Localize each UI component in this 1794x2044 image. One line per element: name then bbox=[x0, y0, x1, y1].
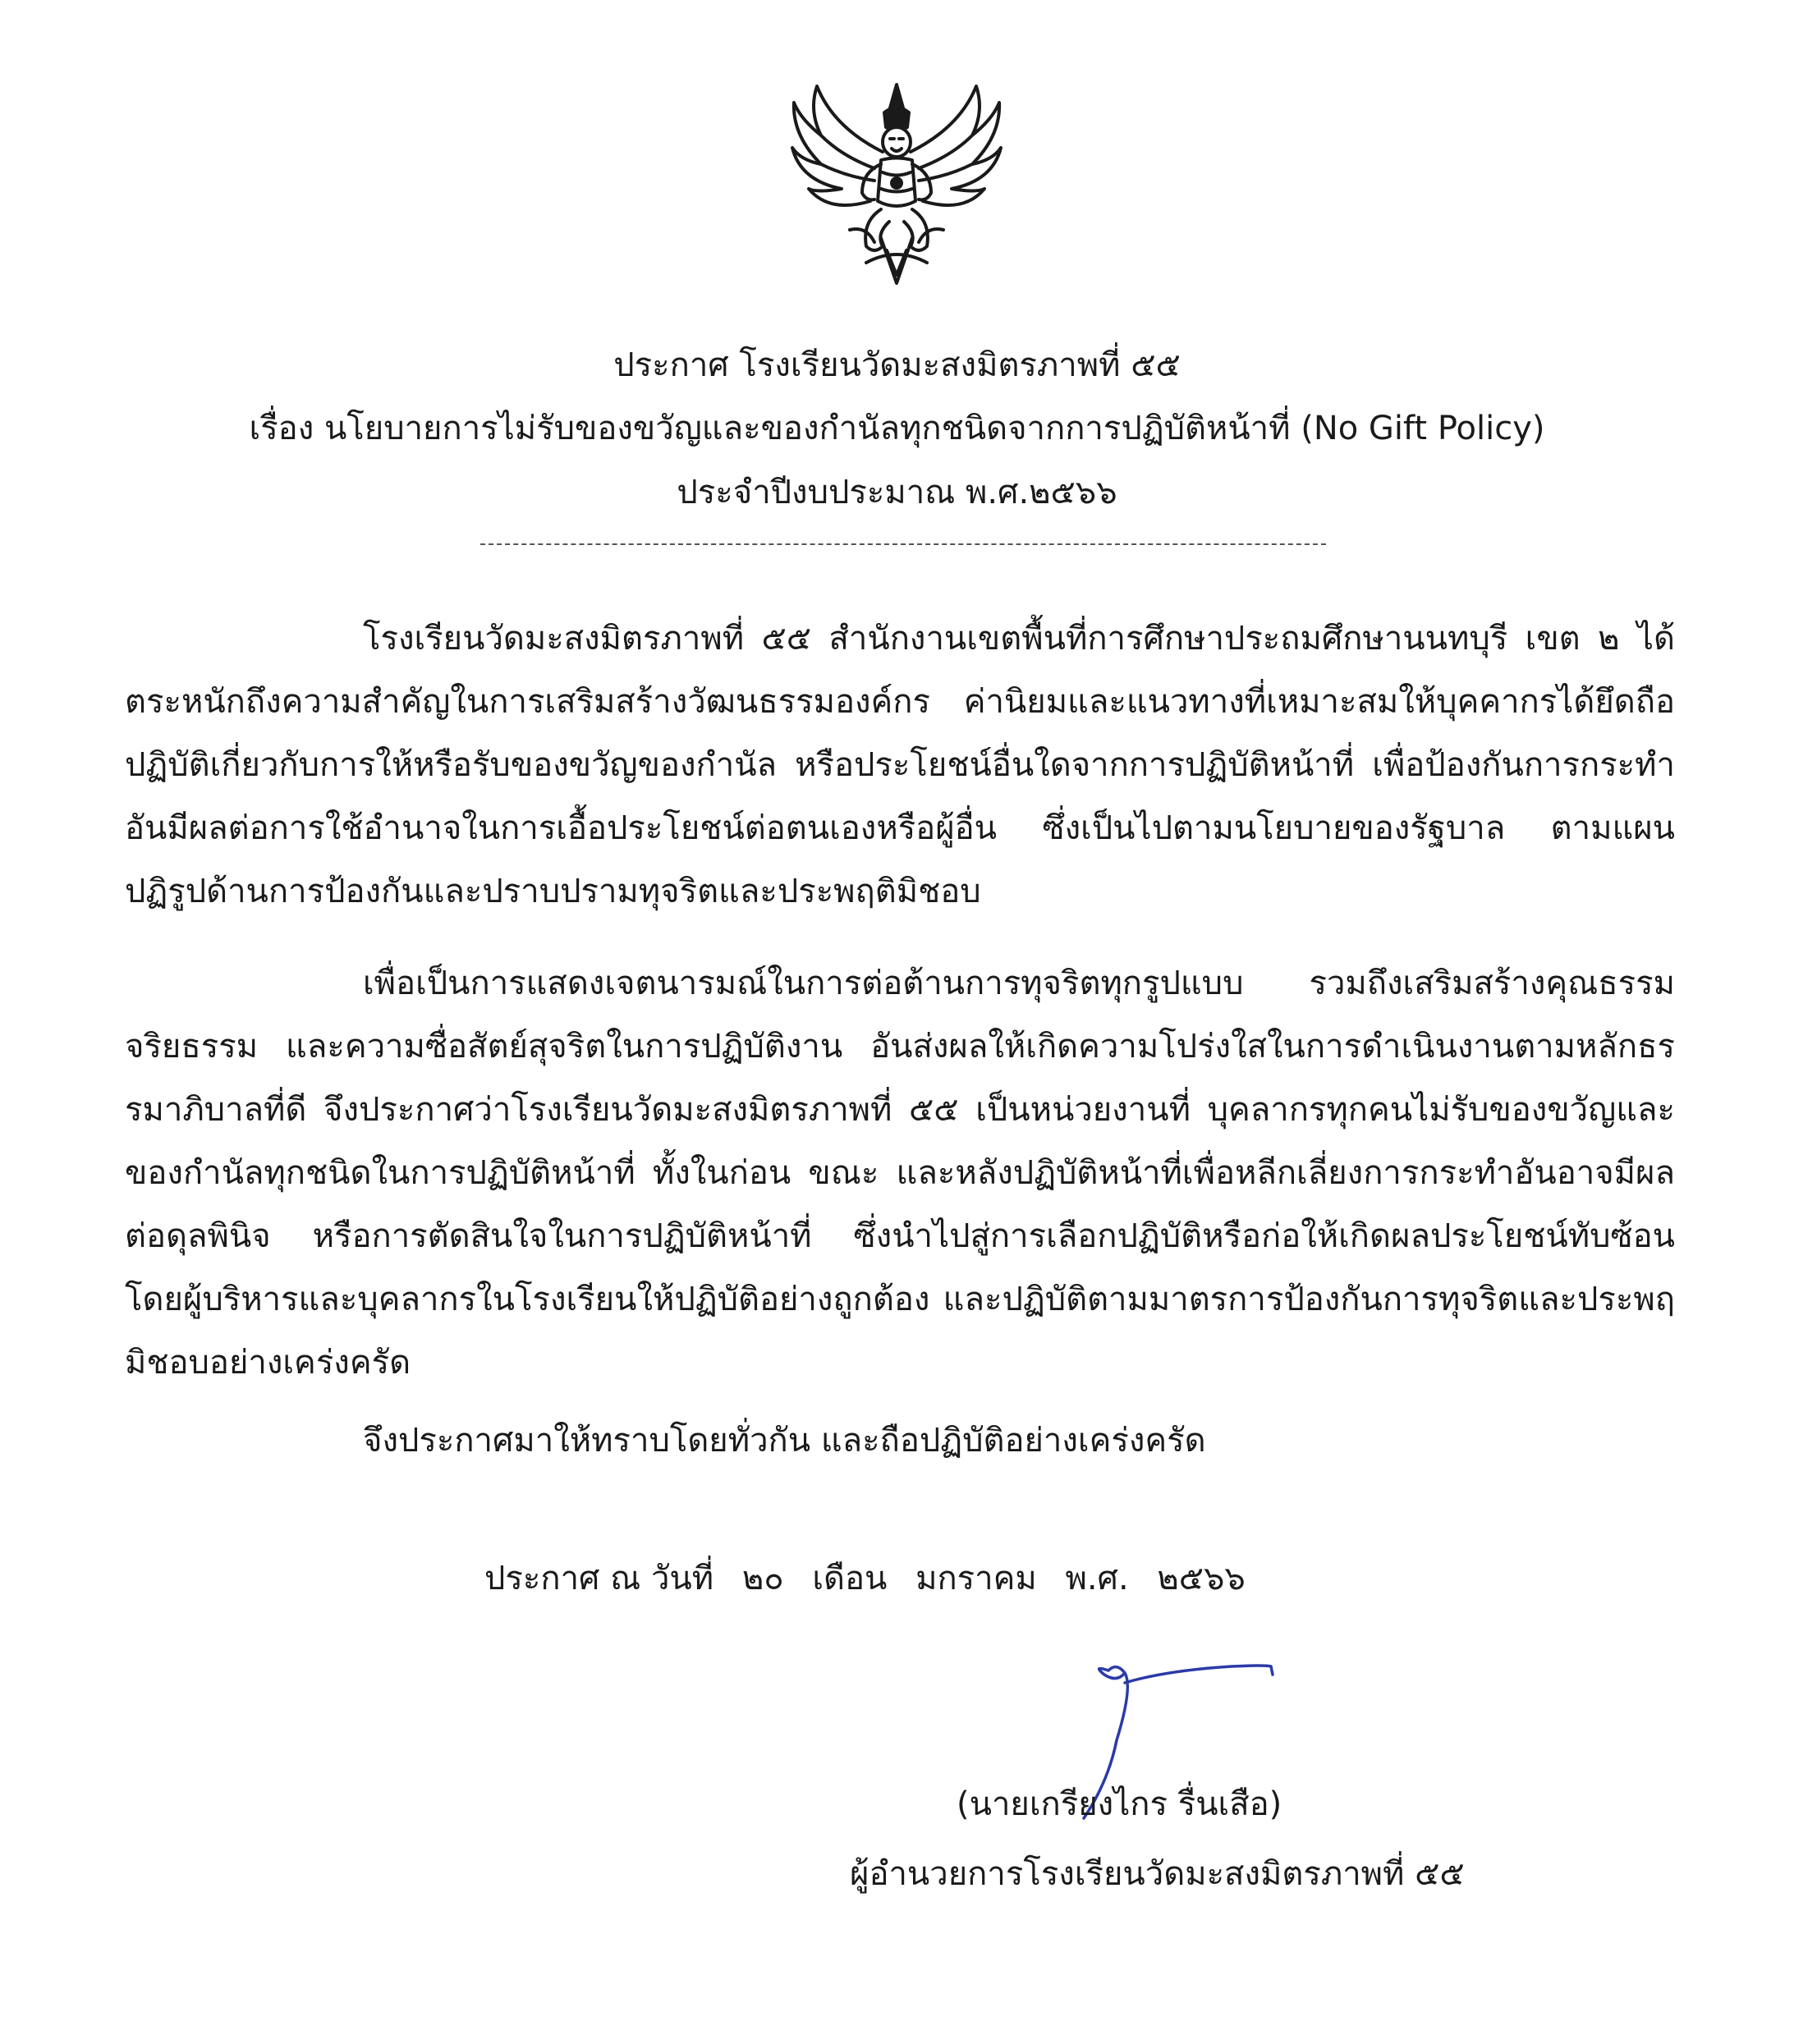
body-paragraph-2: เพื่อเป็นการแสดงเจตนารมณ์ในการต่อต้านการทุจริตทุกรูปแบบ รวมถึงเสริมสร้างคุณธรรมจริยธรรม และความซื่อสัตย์สุจริตในการปฏิบัติงาน อันส่งผลให้เกิดความโปร่งใสในการดำเนินงานตามหลักธรรมาภิบาลที่ดี จึงประกาศว่าโรงเรียนวัดมะสงมิตรภาพที่ ๕๕ เป็นหน่วยงานที่ บุคลากรทุกคนไม่รับของขวัญและของกำนัลทุกชนิดในการปฏิบัติหน้าที่ ทั้งในก่อน ขณะ และหลังปฏิบัติหน้าที่เพื่อหลีกเลี่ยงการกระทำอันอาจมีผลต่อดุลพินิจ หรือการตัดสินใจในการปฏิบัติหน้าที่ ซึ่งนำไปสู่การเลือกปฏิบัติหรือก่อให้เกิดผลประโยชน์ทับซ้อน โดยผู้บริหารและบุคลากรในโรงเรียนให้ปฏิบัติอย่างถูกต้อง และปฏิบัติตามมาตรการป้องกันการทุจริตและประพฤมิชอบอย่างเคร่งครัด bbox=[125, 965, 1675, 1382]
body-paragraph-1: โรงเรียนวัดมะสงมิตรภาพที่ ๕๕ สำนักงานเขตพื้นที่การศึกษาประถมศึกษานนทบุรี เขต ๒ ได้ตระหนักถึงความสำคัญในการเสริมสร้างวัฒนธรรมองค์กร ค่านิยมและแนวทางที่เหมาะสมให้บุคคากรได้ยึดถือปฏิบัติเกี่ยวกับการให้หรือรับของขวัญของกำนัล หรือประโยชน์อื่นใดจากการปฏิบัติหน้าที่ เพื่อป้องกันการกระทำอันมีผลต่อการใช้อำนาจในการเอื้อประโยชน์ต่อตนเองหรือผู้อื่น ซึ่งเป็นไปตามนโยบายของรัฐบาล ตามแผนปฏิรูปด้านการป้องกันและปราบปรามทุจริตและประพฤติมิชอบ bbox=[125, 620, 1675, 910]
fiscal-year-line: ประจำปีงบประมาณ พ.ศ.๒๕๖๖ bbox=[677, 474, 1117, 511]
date-year-label: พ.ศ. bbox=[1065, 1560, 1129, 1597]
date-month-label: เดือน bbox=[812, 1560, 888, 1597]
signer-title: ผู้อำนวยการโรงเรียนวัดมะสงมิตรภาพที่ ๕๕ bbox=[850, 1855, 1465, 1893]
announcement-subject: เรื่อง นโยบายการไม่รับของขวัญและของกำนัลทุกชนิดจากการปฏิบัติหน้าที่ (No Gift Policy) bbox=[249, 410, 1545, 447]
date-month: มกราคม bbox=[915, 1560, 1037, 1597]
date-year: ๒๕๖๖ bbox=[1157, 1560, 1246, 1597]
garuda-emblem-icon bbox=[784, 78, 1010, 291]
announcement-date bbox=[484, 1554, 1264, 1603]
signer-name: (นายเกรียงไกร รื่นเสือ) bbox=[957, 1785, 1282, 1823]
closing-statement: จึงประกาศมาให้ทราบโดยทั่วกัน และถือปฏิบัติอย่างเคร่งครัด bbox=[363, 1422, 1206, 1460]
dashed-divider bbox=[480, 543, 1326, 545]
date-day: ๒๐ bbox=[741, 1560, 784, 1597]
date-prefix: ประกาศ ณ วันที่ bbox=[484, 1560, 714, 1597]
announcement-title: ประกาศ โรงเรียนวัดมะสงมิตรภาพที่ ๕๕ bbox=[613, 346, 1181, 384]
